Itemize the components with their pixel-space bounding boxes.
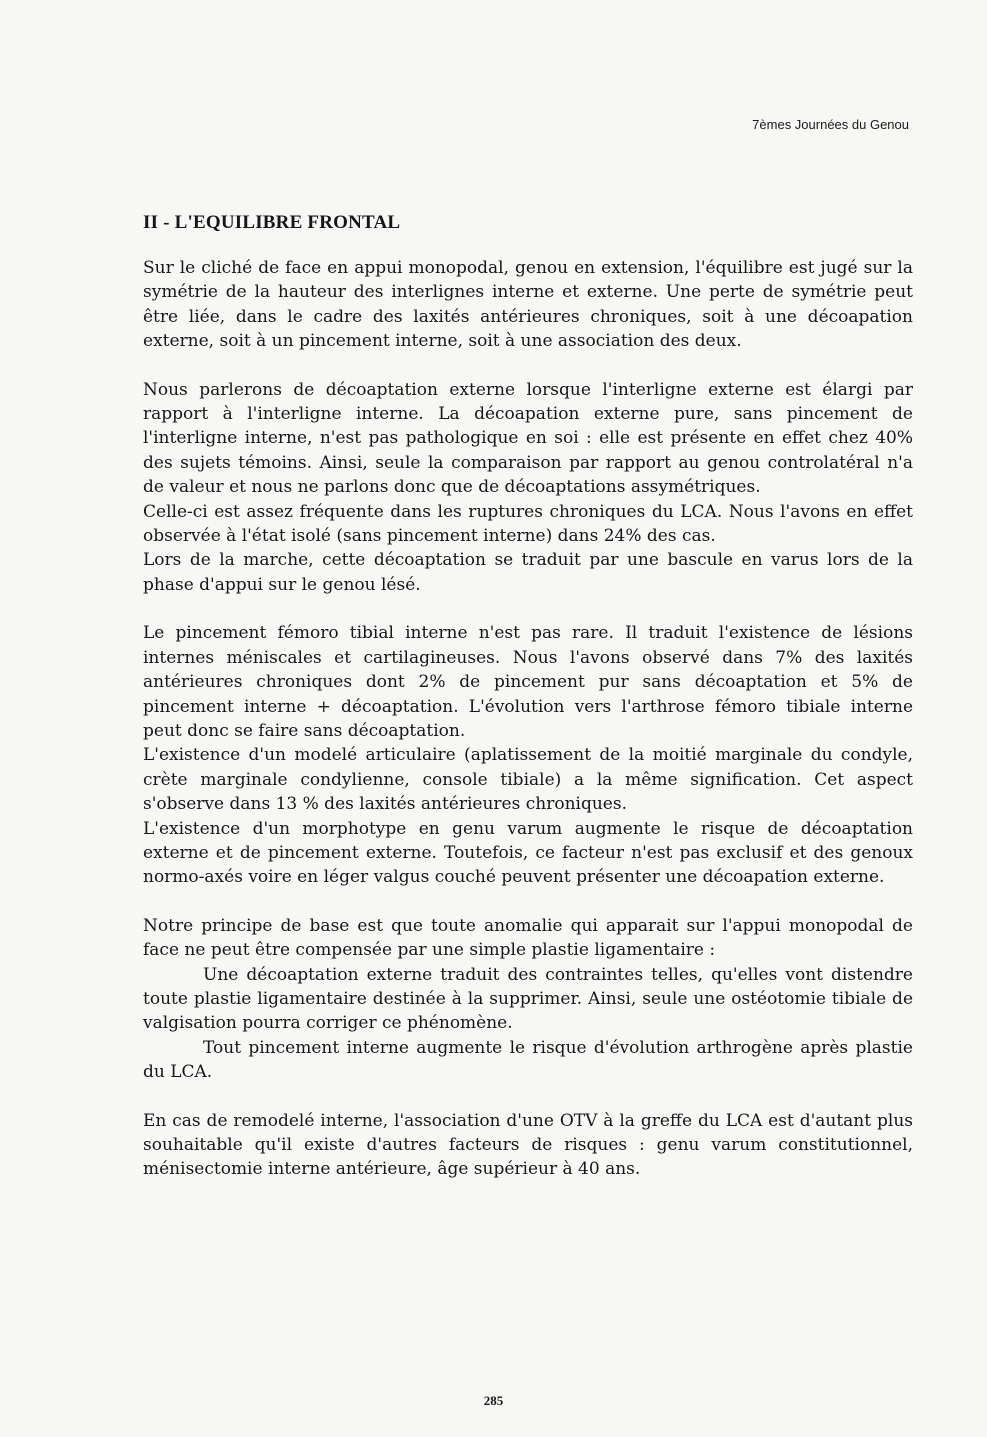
indented-paragraph: Tout pincement interne augmente le risque d'évolution arthrogène après plastie du LCA. <box>143 1037 913 1083</box>
paragraph-gap <box>143 354 913 378</box>
paragraph-gap <box>143 1085 913 1109</box>
paragraph: Le pincement fémoro tibial interne n'est pas rare. Il traduit l'existence de lésions internes méniscales et cartilagineuses. Nous l'avons observé dans 7% des laxités antérieures chroniques dont 2% de pincement pur sans décoaptation et 5% de pincement interne + décoaptation. L'évolution vers l'arthrose fémoro tibiale interne peut donc se faire sans décoaptation. <box>143 623 913 741</box>
paragraph-gap <box>143 597 913 621</box>
paragraph: Sur le cliché de face en appui monopodal, genou en extension, l'équilibre est jugé sur la symétrie de la hauteur des interlignes interne et externe. Une perte de symétrie peut être liée, dans le cadre des laxités antérieures chroniques, soit à une décoapation externe, soit à un pincement interne, soit à une association des deux. <box>143 258 913 352</box>
paragraph: L'existence d'un morphotype en genu varum augmente le risque de décoaptation externe et de pincement externe. Toutefois, ce facteur n'est pas exclusif et des genoux normo-axés voire en léger valgus couché peuvent présenter une décoapation externe. <box>143 818 913 888</box>
paragraph: L'existence d'un modelé articulaire (aplatissement de la moitié marginale du condyle, crète marginale condylienne, console tibiale) a la même signification. Cet aspect s'observe dans 13 % des laxités antérieures chroniques. <box>143 745 913 815</box>
paragraph-gap <box>143 890 913 914</box>
paragraph: En cas de remodelé interne, l'association d'une OTV à la greffe du LCA est d'autant plus souhaitable qu'il existe d'autres facteurs de risques : genu varum constitutionnel, ménisectomie interne antérieure, âge supérieur à 40 ans. <box>143 1110 913 1180</box>
paragraph: Lors de la marche, cette décoaptation se traduit par une bascule en varus lors de la phase d'appui sur le genou lésé. <box>143 550 913 595</box>
indented-paragraph: Une décoaptation externe traduit des contraintes telles, qu'elles vont distendre toute plastie ligamentaire destinée à la supprimer. Ainsi, seule une ostéotomie tibiale de valgisation pourra corriger ce phénomène. <box>143 964 913 1034</box>
paragraph: Celle-ci est assez fréquente dans les ruptures chroniques du LCA. Nous l'avons en effet observée à l'état isolé (sans pincement interne) dans 24% des cas. <box>143 501 913 547</box>
paragraph: Nous parlerons de décoaptation externe lorsque l'interligne externe est élargi par rapport à l'interligne interne. La décoapation externe pure, sans pincement de l'interligne interne, n'est pas pathologique en soi : elle est présente en effet chez 40% des sujets témoins. Ainsi, seule la comparaison par rapport au genou controlatéral n'a de valeur et nous ne parlons donc que de décoaptations assymétriques. <box>143 379 913 498</box>
section-title: II - L'EQUILIBRE FRONTAL <box>143 212 401 233</box>
page-number: 285 <box>483 1393 504 1408</box>
paragraph: Notre principe de base est que toute anomalie qui apparait sur l'appui monopodal de face ne peut être compensée par une simple plastie ligamentaire : <box>143 915 913 961</box>
running-header: 7èmes Journées du Genou <box>752 117 909 132</box>
body-text <box>143 256 913 1182</box>
